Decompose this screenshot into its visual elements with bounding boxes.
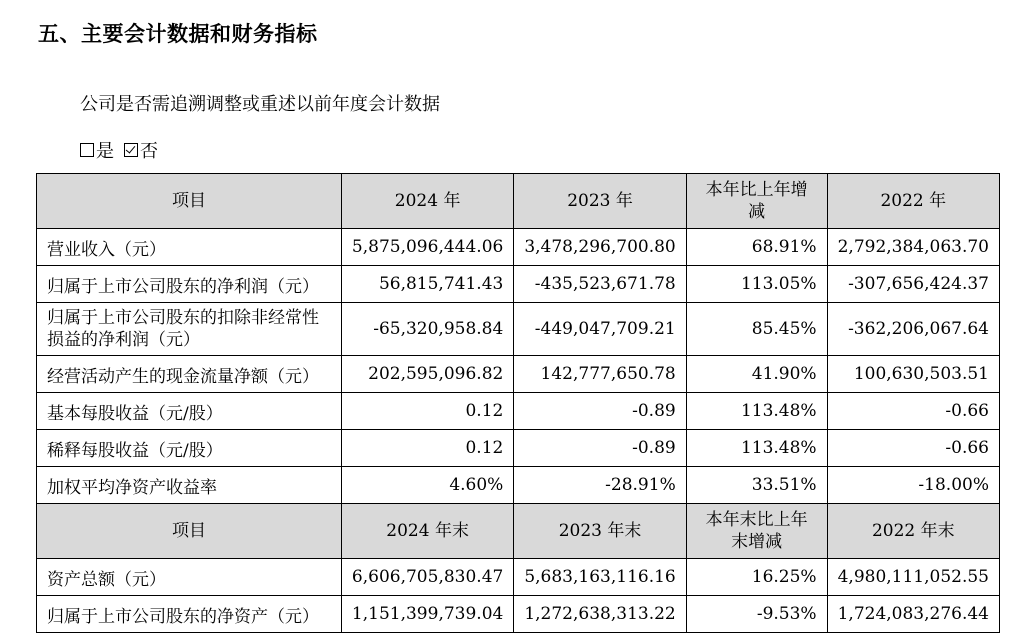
row-label: 基本每股收益（元/股） [37, 393, 342, 430]
cell-value: 100,630,503.51 [827, 356, 999, 393]
row-label: 营业收入（元） [37, 229, 342, 266]
header-cell: 本年比上年增减 [686, 174, 827, 229]
cell-value: -362,206,067.64 [827, 303, 999, 356]
restatement-question: 公司是否需追溯调整或重述以前年度会计数据 [80, 94, 440, 115]
financial-data-table [36, 173, 1000, 633]
cell-value: -18.00% [827, 467, 999, 504]
cell-value: 0.12 [341, 393, 513, 430]
table-header-row [37, 174, 1000, 229]
header-cell: 项目 [37, 504, 342, 559]
row-label: 归属于上市公司股东的净资产（元） [37, 596, 342, 633]
cell-value: 1,272,638,313.22 [514, 596, 686, 633]
table-row [37, 393, 1000, 430]
cell-value: 56,815,741.43 [341, 266, 513, 303]
cell-value: 5,683,163,116.16 [514, 559, 686, 596]
header-cell: 2022 年 [827, 174, 999, 229]
cell-value: -65,320,958.84 [341, 303, 513, 356]
cell-value: 113.05% [686, 266, 827, 303]
row-label: 归属于上市公司股东的净利润（元） [37, 266, 342, 303]
table-row [37, 467, 1000, 504]
section-heading: 五、主要会计数据和财务指标 [38, 22, 318, 46]
cell-value: 6,606,705,830.47 [341, 559, 513, 596]
cell-value: -0.66 [827, 393, 999, 430]
option-no-label: 否 [140, 141, 158, 162]
table-row [37, 229, 1000, 266]
checkbox-unchecked-icon[interactable] [80, 143, 94, 157]
cell-value: 2,792,384,063.70 [827, 229, 999, 266]
cell-value: 16.25% [686, 559, 827, 596]
cell-value: 33.51% [686, 467, 827, 504]
cell-value: -0.66 [827, 430, 999, 467]
row-label: 稀释每股收益（元/股） [37, 430, 342, 467]
option-yes-label: 是 [96, 141, 114, 162]
cell-value: 0.12 [341, 430, 513, 467]
table-row [37, 430, 1000, 467]
table-row [37, 596, 1000, 633]
cell-value: 68.91% [686, 229, 827, 266]
cell-value: 85.45% [686, 303, 827, 356]
header-cell: 2023 年 [514, 174, 686, 229]
cell-value: 4.60% [341, 467, 513, 504]
cell-value: 142,777,650.78 [514, 356, 686, 393]
cell-value: 5,875,096,444.06 [341, 229, 513, 266]
option-no[interactable] [124, 137, 158, 163]
header-cell: 2022 年末 [827, 504, 999, 559]
cell-value: 4,980,111,052.55 [827, 559, 999, 596]
header-cell: 本年末比上年末增减 [686, 504, 827, 559]
cell-value: 202,595,096.82 [341, 356, 513, 393]
cell-value: 41.90% [686, 356, 827, 393]
row-label: 加权平均净资产收益率 [37, 467, 342, 504]
table-row [37, 303, 1000, 356]
table-row [37, 559, 1000, 596]
cell-value: 1,724,083,276.44 [827, 596, 999, 633]
row-label: 资产总额（元） [37, 559, 342, 596]
cell-value: -0.89 [514, 393, 686, 430]
checkbox-checked-icon[interactable] [124, 143, 138, 157]
cell-value: -435,523,671.78 [514, 266, 686, 303]
table-row [37, 266, 1000, 303]
header-cell: 项目 [37, 174, 342, 229]
header-cell: 2024 年末 [341, 504, 513, 559]
row-label: 经营活动产生的现金流量净额（元） [37, 356, 342, 393]
cell-value: 113.48% [686, 430, 827, 467]
header-cell: 2023 年末 [514, 504, 686, 559]
option-yes[interactable] [80, 137, 114, 163]
table-header-row [37, 504, 1000, 559]
cell-value: -307,656,424.37 [827, 266, 999, 303]
cell-value: 3,478,296,700.80 [514, 229, 686, 266]
row-label: 归属于上市公司股东的扣除非经常性损益的净利润（元） [37, 303, 342, 356]
table-row [37, 356, 1000, 393]
cell-value: -28.91% [514, 467, 686, 504]
cell-value: 1,151,399,739.04 [341, 596, 513, 633]
header-cell: 2024 年 [341, 174, 513, 229]
cell-value: -0.89 [514, 430, 686, 467]
cell-value: 113.48% [686, 393, 827, 430]
cell-value: -9.53% [686, 596, 827, 633]
restatement-options [80, 137, 164, 163]
cell-value: -449,047,709.21 [514, 303, 686, 356]
